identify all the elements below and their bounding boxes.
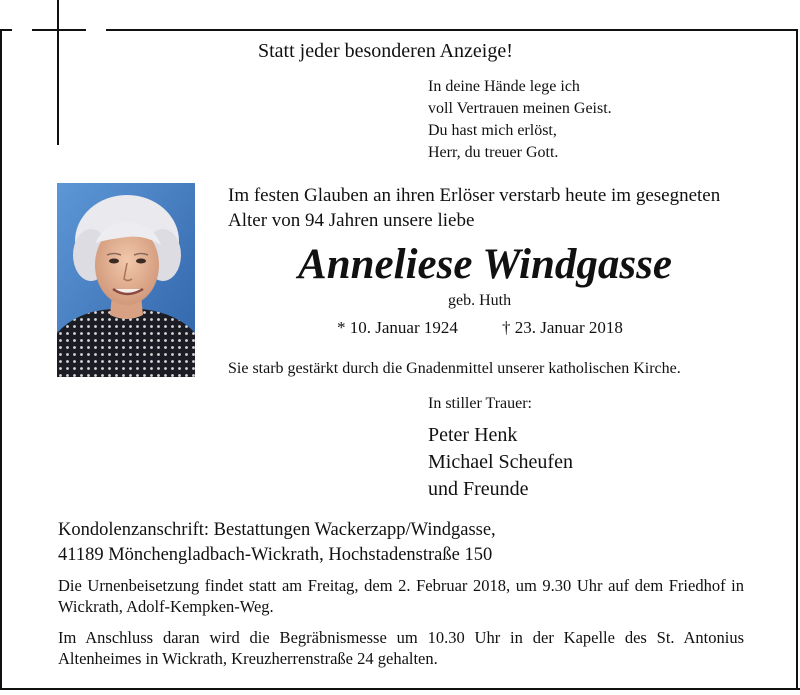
condolence-line: Kondolenzanschrift: Bestattungen Wackerzapp/Windgasse, xyxy=(58,520,496,540)
mourner-name: Peter Henk xyxy=(428,424,518,446)
maiden-name: geb. Huth xyxy=(448,292,512,309)
death-date: † 23. Januar 2018 xyxy=(502,318,623,337)
verse-line: voll Vertrauen meinen Geist. xyxy=(428,100,612,117)
burial-info: Die Urnenbeisetzung findet statt am Freitag, dem 2. Februar 2018, um 9.30 Uhr auf dem Friedhof in Wickrath, Adolf-Kempken-Weg. xyxy=(58,576,744,616)
intro-line: Alter von 94 Jahren unsere liebe xyxy=(228,210,475,231)
condolence-line: 41189 Mönchengladbach-Wickrath, Hochstadenstraße 150 xyxy=(58,545,493,565)
church-statement: Sie starb gestärkt durch die Gnadenmittel unserer katholischen Kirche. xyxy=(228,360,681,377)
intro-line: Im festen Glauben an ihren Erlöser verstarb heute im gesegneten xyxy=(228,185,721,206)
frame-border-bottom xyxy=(0,688,800,690)
frame-border-left xyxy=(0,29,2,690)
frame-border-top xyxy=(106,29,798,31)
mourning-label: In stiller Trauer: xyxy=(428,395,532,412)
verse-line: In deine Hände lege ich xyxy=(428,78,580,95)
condolence-address xyxy=(58,518,496,568)
notice-heading: Statt jeder besonderen Anzeige! xyxy=(258,40,513,62)
cross-horizontal-bar xyxy=(32,29,86,31)
verse-line: Du hast mich erlöst, xyxy=(428,122,557,139)
mourner-name: Michael Scheufen xyxy=(428,451,573,473)
mourner-name: und Freunde xyxy=(428,478,529,500)
verse-line: Herr, du treuer Gott. xyxy=(428,144,559,161)
bible-verse xyxy=(428,76,612,164)
latin-cross-icon xyxy=(57,0,59,145)
birth-date: * 10. Januar 1924 xyxy=(337,318,458,337)
portrait-photo xyxy=(57,183,195,377)
mass-info: Im Anschluss daran wird die Begräbnismesse um 10.30 Uhr in der Kapelle des St. Antonius Altenheimes in Wickrath, Kreuzherrenstraße 24 gehalten. xyxy=(58,628,744,668)
intro-text xyxy=(228,183,720,233)
deceased-name: Anneliese Windgasse xyxy=(298,241,672,288)
frame-border-right xyxy=(796,29,798,689)
mourners-list xyxy=(428,422,573,503)
